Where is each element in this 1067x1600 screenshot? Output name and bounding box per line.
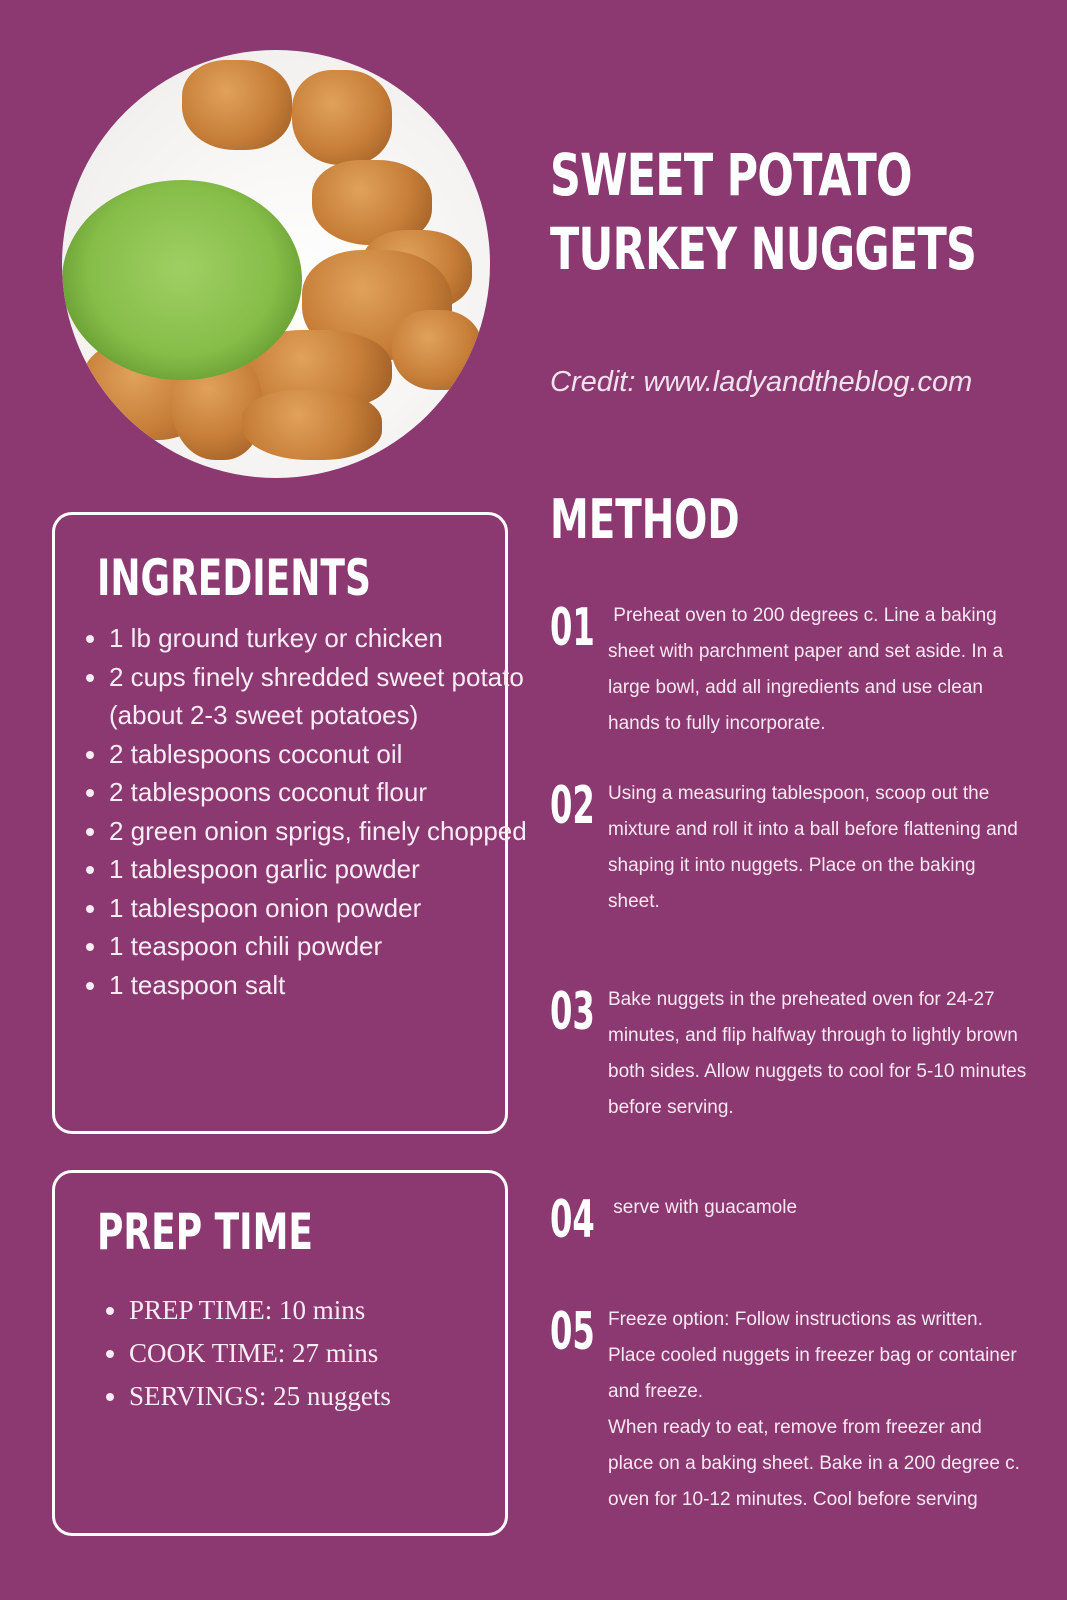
ingredients-panel [52,512,527,1134]
step-text: Bake nuggets in the preheated oven for 24-27 minutes, and flip halfway through to lightly brown both sides. Allow nuggets to cool for 5-10 minutes before serving. [608,989,1027,1118]
ingredient-item: • 1 tablespoon onion powder [109,889,529,928]
step-text: Freeze option: Follow instructions as written. Place cooled nuggets in freezer bag or container and freeze. When ready to eat, remove from freezer and place on a baking sheet. Bake in a 200 degree c. oven for 10-12 minutes. Cool before serving [608,1309,1020,1510]
ingredient-item: • 2 cups finely shredded sweet potato (about 2-3 sweet potatoes) [109,658,529,735]
nugget-image [392,310,482,390]
nugget-image [292,70,392,165]
prep-time-list [101,1289,391,1418]
recipe-title-line-2: TURKEY NUGGETS [550,215,977,283]
prep-time-title: PREP TIME [97,1203,313,1261]
recipe-title [550,138,977,286]
method-title: METHOD [550,488,740,551]
step-number: 03 [550,982,595,1042]
ingredients-list [81,619,529,1004]
step-number: 01 [550,598,595,658]
step-number: 04 [550,1190,595,1250]
step-text: Using a measuring tablespoon, scoop out the mixture and roll it into a ball before flattening and shaping it into nuggets. Place on the baking sheet. [608,783,1018,912]
ingredient-item: • 2 green onion sprigs, finely chopped [109,812,529,851]
prep-item: • COOK TIME: 27 mins [129,1332,391,1375]
ingredient-item: • 2 tablespoons coconut oil [109,735,529,774]
nugget-image [182,60,292,150]
step-number: 05 [550,1302,595,1362]
credit-text: Credit: www.ladyandtheblog.com [550,366,973,398]
prep-item: • SERVINGS: 25 nuggets [129,1375,391,1418]
prep-time-panel [52,1170,508,1536]
prep-item: • PREP TIME: 10 mins [129,1289,391,1332]
step-text: Preheat oven to 200 degrees c. Line a baking sheet with parchment paper and set aside. In a large bowl, add all ingredients and use clean hands to fully incorporate. [608,605,1009,734]
ingredient-item: • 1 teaspoon salt [109,966,529,1005]
recipe-title-line-1: SWEET POTATO [550,141,912,209]
ingredient-item: • 1 teaspoon chili powder [109,927,529,966]
recipe-photo [62,50,490,478]
ingredient-item: • 2 tablespoons coconut flour [109,773,529,812]
guacamole-bowl-image [62,180,302,380]
step-number: 02 [550,776,595,836]
nugget-image [242,390,382,460]
ingredients-title: INGREDIENTS [97,549,371,607]
ingredient-item: • 1 tablespoon garlic powder [109,850,529,889]
ingredient-item: • 1 lb ground turkey or chicken [109,619,529,658]
step-text: serve with guacamole [608,1197,798,1218]
